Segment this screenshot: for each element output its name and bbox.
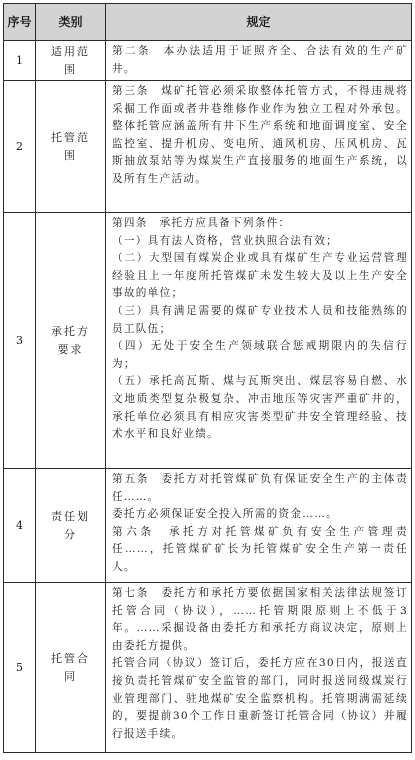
- regulation-paragraph: 托管合同（协议）签订后，委托方应在30日内，报送直接负责托管煤矿安全监管的部门，同时报送同级煤炭行业管理部门、驻地煤矿安全监察机构。托管期满需延续的，要提前30个工作日重新签订托管合同（协议）并履行报送手续。: [112, 657, 408, 740]
- regulation-paragraph: （三）具有满足需要的煤矿专业技术人员和技能熟练的员工队伍；: [112, 304, 408, 335]
- row-category: 适用范围: [36, 41, 106, 81]
- regulation-paragraph: 第二条 本办法适用于证照齐全、合法有效的生产矿井。: [112, 45, 408, 75]
- row-number: 1: [4, 41, 36, 81]
- table-row: [4, 213, 412, 469]
- row-regulation: [106, 41, 412, 81]
- header-no: 序号: [4, 4, 36, 41]
- table-row: [4, 583, 412, 753]
- row-regulation: [106, 81, 412, 213]
- table-row: [4, 469, 412, 583]
- row-category: 托管范围: [36, 81, 106, 213]
- header-row: [4, 4, 412, 41]
- header-regulation: 规定: [106, 4, 412, 41]
- regulation-paragraph: 第七条 委托方和承托方要依据国家相关法律法规签订托管合同（协议），……托管期限原则上不低于3年。……采掘设备由委托方和承托方商议决定，原则上由委托方提供。: [112, 587, 408, 652]
- row-regulation: [106, 213, 412, 469]
- regulation-paragraph: 第四条 承托方应具备下列条件：: [112, 217, 291, 229]
- table-row: [4, 41, 412, 81]
- row-regulation: [106, 469, 412, 583]
- regulation-paragraph: （一）具有法人资格，营业执照合法有效；: [112, 234, 338, 247]
- regulation-paragraph: 委托方必须保证安全投入所需的资金……。: [112, 508, 338, 521]
- row-number: 4: [4, 469, 36, 583]
- row-category: 责任划分: [36, 469, 106, 583]
- header-category: 类别: [36, 4, 106, 41]
- regulation-paragraph: 第五条 委托方对托管煤矿负有保证安全生产的主体责任……。: [112, 473, 408, 503]
- regulation-paragraph: （五）承托高瓦斯、煤与瓦斯突出、煤层容易自燃、水文地质类型复杂极复杂、冲击地压等灾害严重矿井的，承托单位必须具有相应灾害类型矿井安全管理经验、技术水平和良好业绩。: [112, 375, 408, 441]
- regulation-paragraph: （二）大型国有煤炭企业或具有煤矿生产专业运营管理经验且上一年度所托管煤矿未发生较大及以上生产安全事故的单位；: [112, 252, 408, 300]
- regulation-paragraph: 第三条 煤矿托管必须采取整体托管方式，不得违规将采掘工作面或者井巷维修作业作为独立工程对外承包。整体托管应涵盖所有井下生产系统和地面调度室、安全监控室、提升机房、变电所、通风机房、压风机房、瓦斯抽放泵站等为煤炭生产直接服务的地面生产系统，以及所有生产活动。: [112, 85, 408, 185]
- row-number: 5: [4, 583, 36, 753]
- table-row: [4, 81, 412, 213]
- regulation-paragraph: 第六条 承托方对托管煤矿负有安全生产管理责任……，托管煤矿矿长为托管煤矿安全生产第一责任人。: [112, 525, 408, 573]
- regulation-paragraph: （四）无处于安全生产领域联合惩戒期限内的失信行为；: [112, 340, 408, 370]
- row-number: 2: [4, 81, 36, 213]
- row-regulation: [106, 583, 412, 753]
- row-category: 托管合同: [36, 583, 106, 753]
- regulation-table: [3, 3, 412, 753]
- row-number: 3: [4, 213, 36, 469]
- row-category: 承托方要求: [36, 213, 106, 469]
